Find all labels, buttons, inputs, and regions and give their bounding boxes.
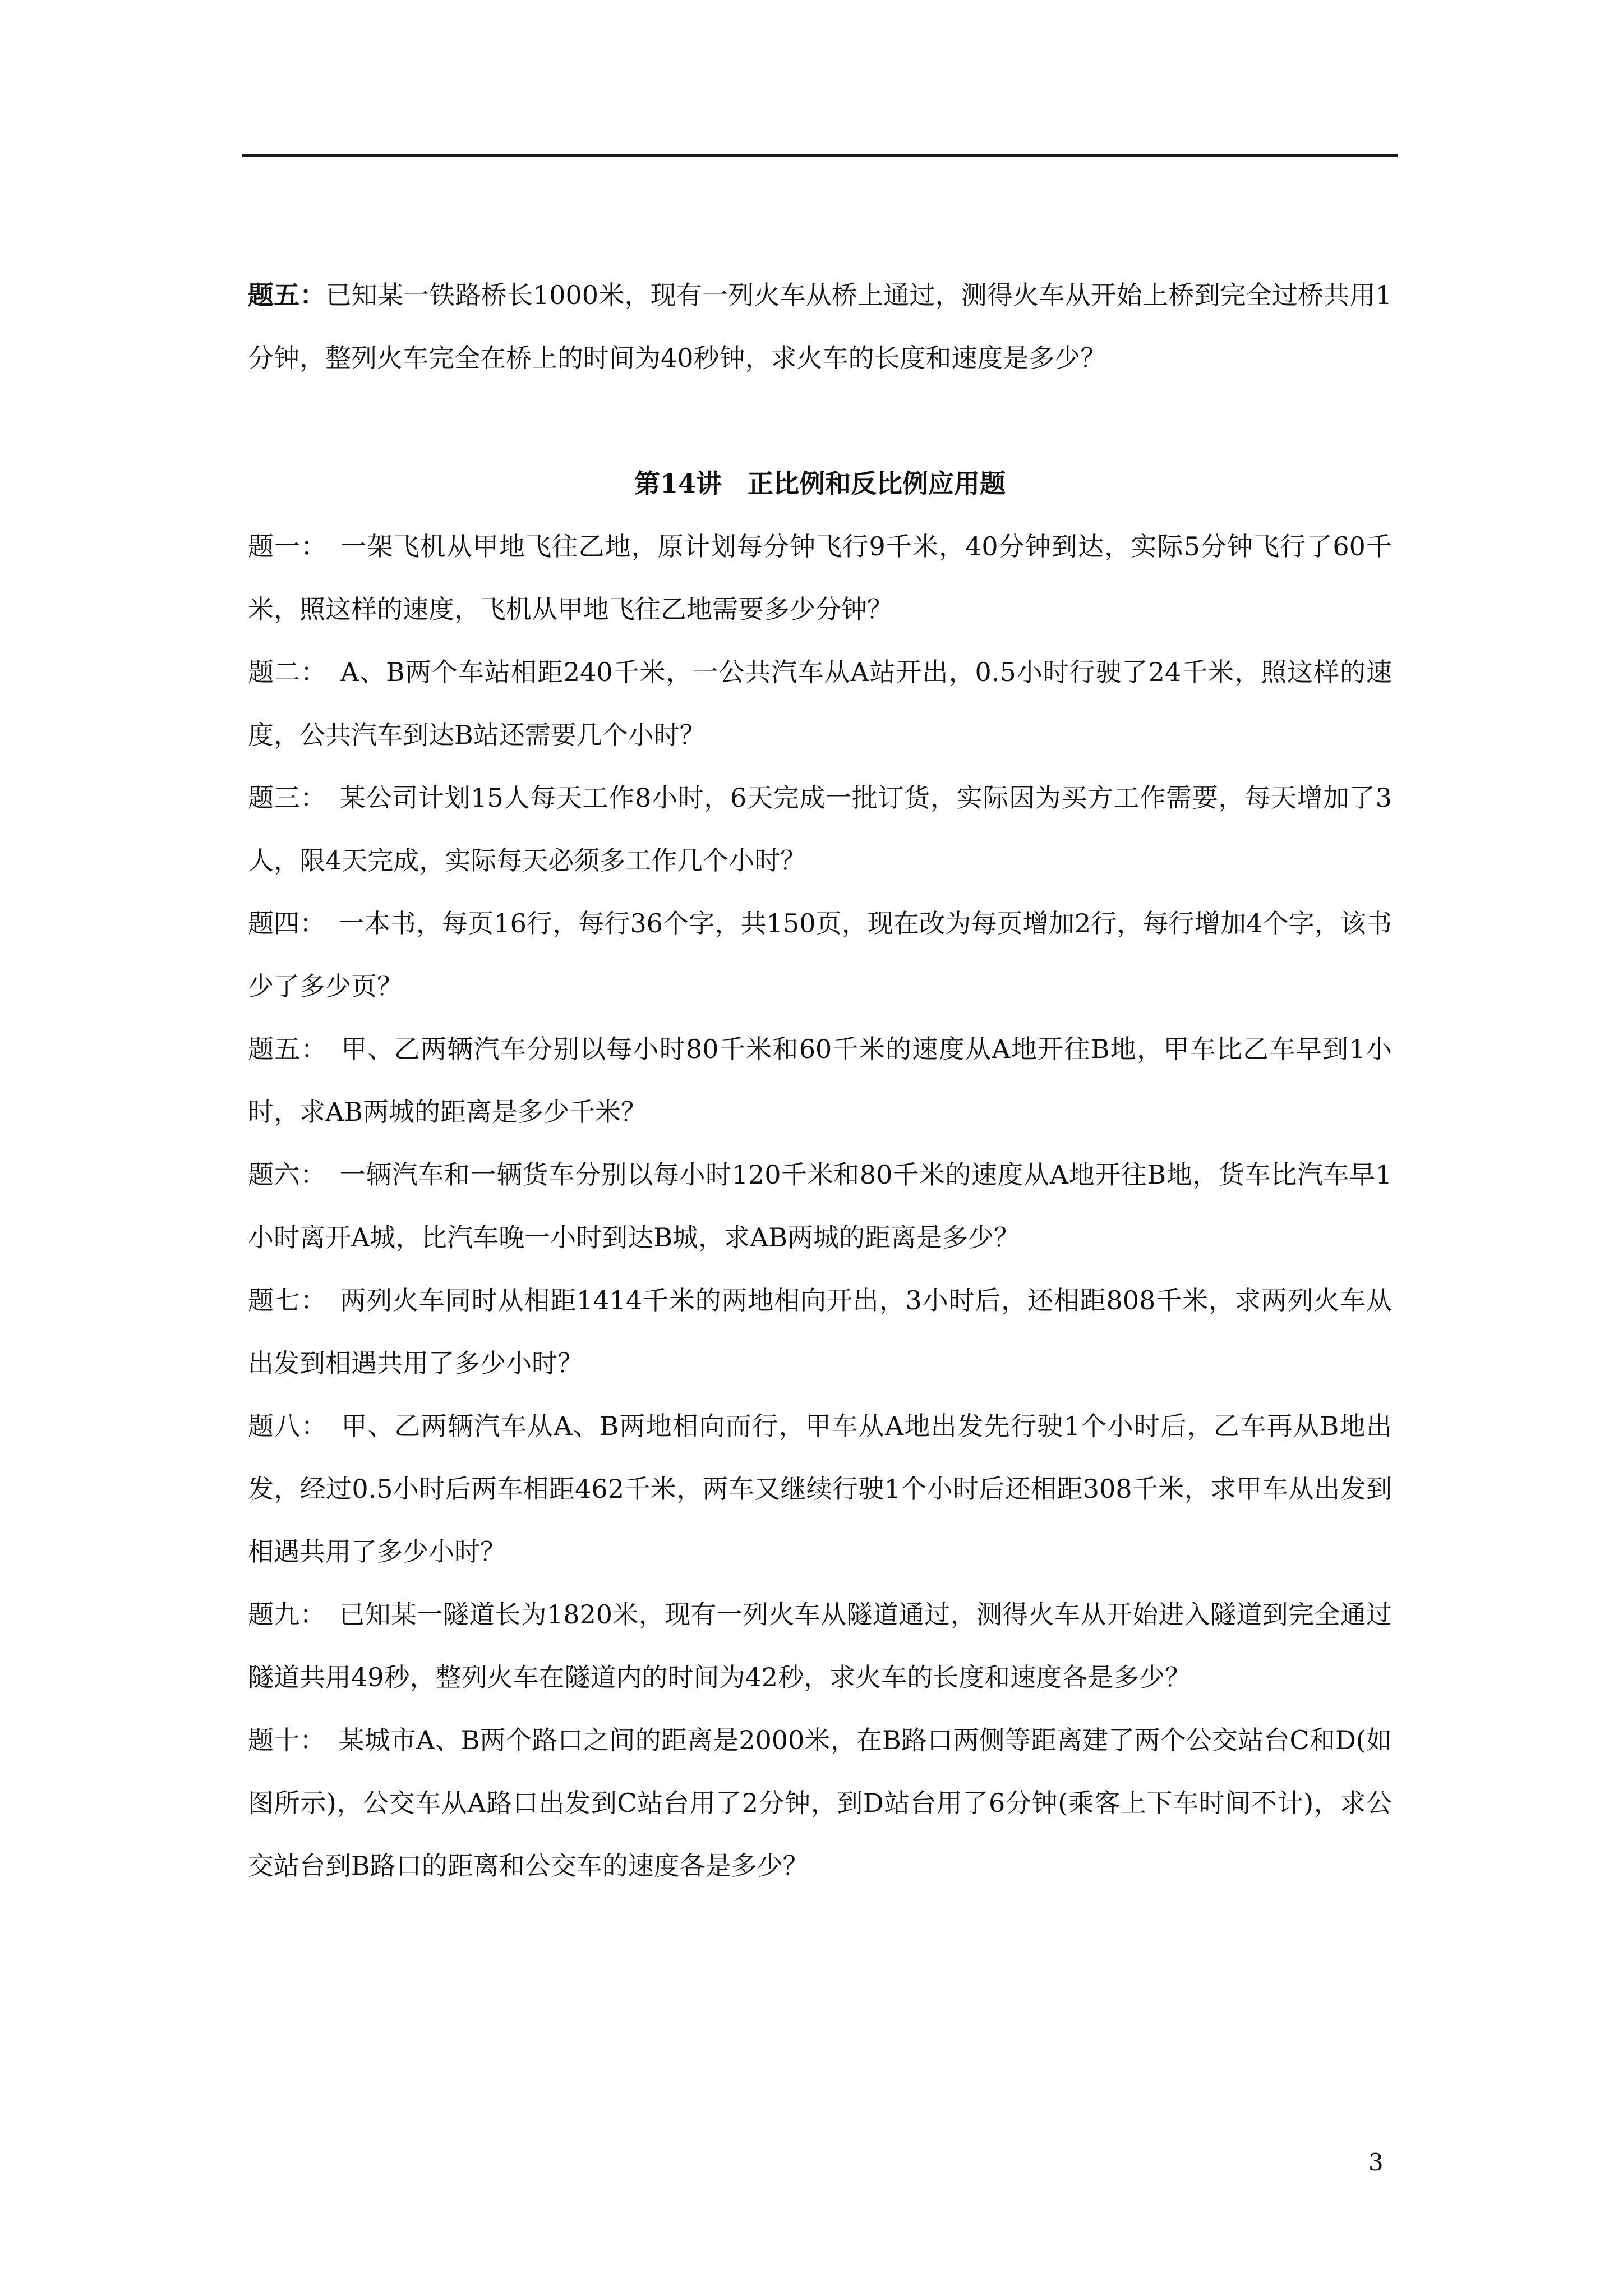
problem-text: 某公司计划15人每天工作8小时，6天完成一批订货，实际因为买方工作需要，每天增加了3人，限4天完成，实际每天必须多工作几个小时？ bbox=[248, 783, 1392, 876]
problem-10 bbox=[248, 1709, 1392, 1897]
problem-9 bbox=[248, 1583, 1392, 1709]
problem-label: 题二： bbox=[248, 657, 340, 687]
problem-label: 题六： bbox=[248, 1159, 340, 1190]
problem-1 bbox=[248, 515, 1392, 641]
header-rule bbox=[242, 154, 1398, 157]
problem-2 bbox=[248, 641, 1392, 766]
intro-problem bbox=[248, 264, 1392, 389]
problem-6 bbox=[248, 1143, 1392, 1269]
problem-label: 题五： bbox=[248, 1034, 342, 1064]
problem-label: 题四： bbox=[248, 908, 339, 938]
problem-text: 某城市A、B两个路口之间的距离是2000米，在B路口两侧等距离建了两个公交站台C和D(如图所示)，公交车从A路口出发到C站台用了2分钟，到D站台用了6分钟(乘客上下车时间不计)，求公交站台到B路口的距离和公交车的速度各是多少？ bbox=[248, 1725, 1393, 1881]
problem-label: 题十： bbox=[248, 1725, 339, 1755]
problem-text: 一架飞机从甲地飞往乙地，原计划每分钟飞行9千米，40分钟到达，实际5分钟飞行了60千米，照这样的速度，飞机从甲地飞往乙地需要多少分钟？ bbox=[248, 531, 1393, 624]
problem-8 bbox=[248, 1395, 1392, 1583]
problem-text: 一本书，每页16行，每行36个字，共150页，现在改为每页增加2行，每行增加4个字，该书少了多少页？ bbox=[248, 908, 1393, 1001]
problem-text: 一辆汽车和一辆货车分别以每小时120千米和80千米的速度从A地开往B地，货车比汽车早1小时离开A城，比汽车晚一小时到达B城，求AB两城的距离是多少？ bbox=[248, 1159, 1393, 1253]
problem-label: 题七： bbox=[248, 1285, 340, 1315]
page-number: 3 bbox=[1368, 2148, 1384, 2176]
problem-text: 甲、乙两辆汽车分别以每小时80千米和60千米的速度从A地开往B地，甲车比乙车早到1小时，求AB两城的距离是多少千米？ bbox=[248, 1034, 1393, 1127]
intro-problem-label: 题五： bbox=[248, 280, 326, 310]
problem-label: 题一： bbox=[248, 531, 341, 562]
problem-4 bbox=[248, 892, 1392, 1018]
page-content bbox=[248, 264, 1392, 1897]
problem-text: A、B两个车站相距240千米，一公共汽车从A站开出，0.5小时行驶了24千米，照这样的速度，公共汽车到达B站还需要几个小时？ bbox=[248, 657, 1393, 750]
problem-text: 已知某一隧道长为1820米，现有一列火车从隧道通过，测得火车从开始进入隧道到完全通过隧道共用49秒，整列火车在隧道内的时间为42秒，求火车的长度和速度各是多少？ bbox=[248, 1599, 1392, 1692]
problem-text: 两列火车同时从相距1414千米的两地相向开出，3小时后，还相距808千米，求两列火车从出发到相遇共用了多少小时？ bbox=[248, 1285, 1392, 1378]
problem-label: 题八： bbox=[248, 1411, 342, 1441]
section-title: 第14讲 正比例和反比例应用题 bbox=[634, 468, 1006, 499]
intro-problem-text: 已知某一铁路桥长1000米，现有一列火车从桥上通过，测得火车从开始上桥到完全过桥共用1分钟，整列火车完全在桥上的时间为40秒钟，求火车的长度和速度是多少？ bbox=[248, 280, 1392, 373]
problem-text: 甲、乙两辆汽车从A、B两地相向而行，甲车从A地出发先行驶1个小时后，乙车再从B地出发，经过0.5小时后两车相距462千米，两车又继续行驶1个小时后还相距308千米，求甲车从出发到相遇共用了多少小时？ bbox=[248, 1411, 1392, 1567]
problem-7 bbox=[248, 1269, 1392, 1395]
problem-label: 题三： bbox=[248, 783, 340, 813]
problem-5 bbox=[248, 1018, 1392, 1143]
problem-label: 题九： bbox=[248, 1599, 339, 1630]
problem-3 bbox=[248, 766, 1392, 892]
